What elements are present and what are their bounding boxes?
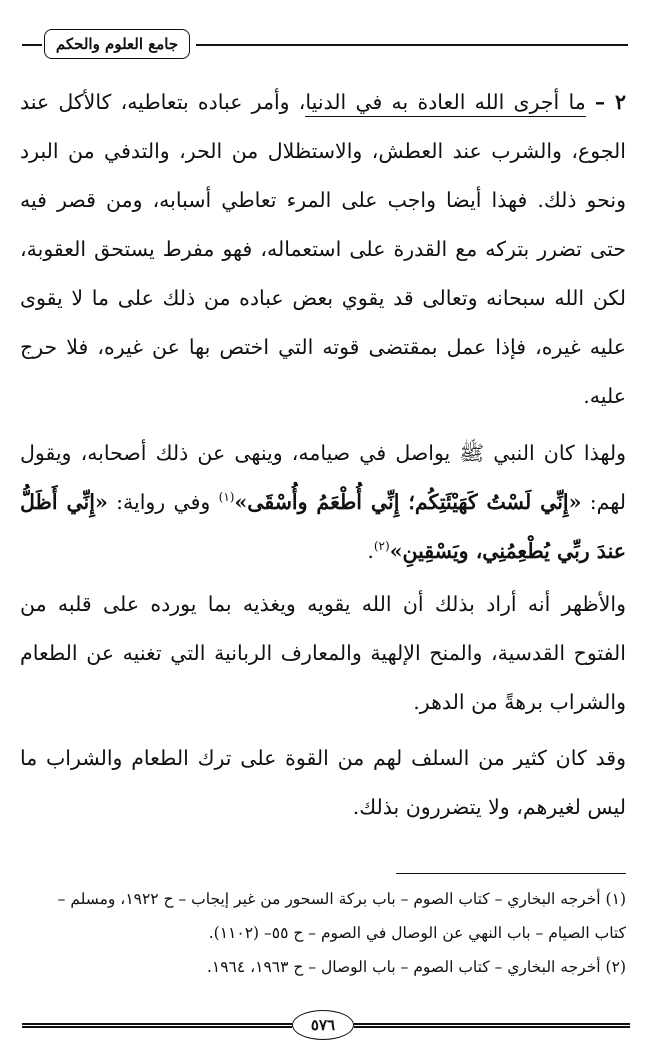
footnote-separator <box>396 873 626 874</box>
paragraph-2 <box>20 429 626 576</box>
footer-rule-left <box>22 1023 292 1028</box>
header-rule-right <box>196 44 628 46</box>
footnote-2-mark: (٢) <box>605 958 626 976</box>
footnote-1-text: أخرجه البخاري – كتاب الصوم – باب بركة السحور من غير إيجاب – ح ١٩٢٢، ومسلم – كتاب الصيام – باب النهي عن الوصال في الصوم – ح ٥٥– (١١٠٢). <box>57 890 626 942</box>
running-title: جامع العلوم والحكم <box>55 35 179 53</box>
footer-rule-right <box>354 1023 630 1028</box>
footnote-ref-2: (٢) <box>373 539 390 554</box>
footnote-2 <box>22 950 626 984</box>
hadith-quote-2: «إِنِّي أَظَلُّ عندَ ربِّي يُطْعِمُنِي، ويَسْقِينِ» <box>20 490 626 563</box>
page-number: ٥٧٦ <box>310 1016 336 1034</box>
paragraph-1-text: ، وأمر عباده بتعاطيه، كالأكل عند الجوع، والشرب عند العطش، والاستظلال من الحر، والتدفي من البرد ونحو ذلك. فهذا أيضا واجب على المرء تعاطي أسبابه، ومن قصر فيه حتى تضرر بتركه مع القدرة على استعماله، فهو مفرط يستحق العقوبة، لكن الله سبحانه وتعالى قد يقوي بعض عباده من ذلك على ما لا يقوى عليه غيره، فإذا عمل بمقتضى قوته التي اختص بها عن غيره، فلا حرج عليه. <box>20 90 626 408</box>
section-heading: ما أجرى الله العادة به في الدنيا <box>305 90 585 117</box>
hadith-quote-1: «إِنِّي لَسْتُ كَهَيْئَتِكُم؛ إِنِّي أُطْعَمُ وأُسْقَى» <box>234 490 582 514</box>
paragraph-2-intro: ولهذا كان النبي ﷺ يواصل في صيامه، وينهى عن ذلك أصحابه، ويقول لهم: <box>20 441 626 514</box>
page-number-badge <box>292 1010 354 1040</box>
header-rule-left <box>22 44 42 46</box>
paragraph-3 <box>20 580 626 727</box>
paragraph-4 <box>20 734 626 832</box>
paragraph-1 <box>20 78 626 421</box>
footnote-2-text: أخرجه البخاري – كتاب الصوم – باب الوصال – ح ١٩٦٣، ١٩٦٤. <box>206 958 601 976</box>
item-number: ٢ – <box>594 90 627 114</box>
footnote-1 <box>22 882 626 950</box>
paragraph-2-connector: وفي رواية: <box>107 490 219 514</box>
paragraph-2-end: . <box>367 539 374 563</box>
paragraph-4-text: وقد كان كثير من السلف لهم من القوة على ترك الطعام والشراب ما ليس لغيرهم، ولا يتضررون بذلك. <box>20 746 626 819</box>
paragraph-3-text: والأظهر أنه أراد بذلك أن الله يقويه ويغذيه بما يورده على قلبه من الفتوح القدسية، والمنح الإلهية والمعارف الربانية التي تغنيه عن الطعام والشراب برهةً من الدهر. <box>20 592 626 714</box>
running-title-box <box>44 29 190 59</box>
footnotes <box>22 882 626 984</box>
footnote-1-mark: (١) <box>605 890 626 908</box>
footnote-ref-1: (١) <box>218 490 235 505</box>
